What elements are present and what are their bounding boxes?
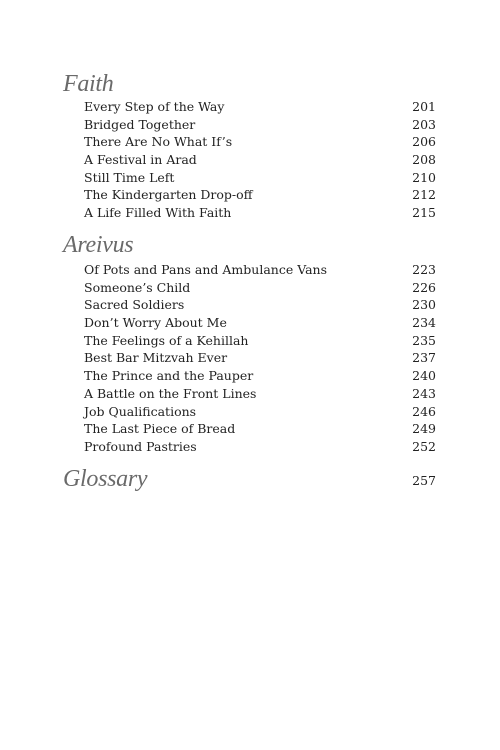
toc-entry [84,186,436,204]
toc-entry [84,279,436,297]
entry-page-number: 237 [412,350,436,366]
toc-entry [84,133,436,151]
entry-title: The Kindergarten Drop-off [84,187,253,203]
entry-page-number: 201 [412,99,436,114]
toc-entry [84,169,436,187]
entry-title: There Are No What If’s [84,134,233,150]
toc-entry [84,296,436,314]
toc-entry [84,332,436,350]
toc-entry [84,98,436,116]
toc-entry [84,314,436,332]
entry-page-number: 234 [412,315,436,331]
section-title-areivus: Areivus [63,232,134,258]
toc-entry [84,403,436,421]
entry-title: Job Qualifications [84,403,197,419]
entry-page-number: 206 [412,134,436,150]
entry-title: The Last Piece of Bread [84,421,236,437]
entry-page-number: 235 [412,332,436,348]
toc-entry [84,420,436,438]
entry-page-number: 240 [412,368,436,384]
entry-title: The Feelings of a Kehillah [84,332,249,348]
entry-title: Profound Pastries [84,438,197,454]
entry-page-number: 243 [412,385,436,401]
entry-title: Still Time Left [84,169,175,185]
toc-entry [84,261,436,279]
toc-entry [84,385,436,403]
entry-title: A Battle on the Front Lines [84,385,257,401]
entry-page-number: 252 [412,438,436,454]
section-title-faith: Faith [63,71,114,97]
entry-title: Every Step of the Way [84,99,225,114]
glossary-page-number: 257 [412,473,436,488]
entry-title: Sacred Soldiers [84,297,185,313]
toc-entry [84,116,436,134]
entry-title: Best Bar Mitzvah Ever [84,350,228,366]
entry-title: The Prince and the Pauper [84,368,254,384]
toc-entry [84,349,436,367]
entry-list-areivus [84,261,436,456]
entry-title: Someone’s Child [84,279,191,295]
entry-title: Bridged Together [84,116,196,132]
entry-page-number: 249 [412,421,436,437]
entry-page-number: 223 [412,262,436,277]
entry-page-number: 212 [412,187,436,203]
entry-title: Of Pots and Pans and Ambulance Vans [84,262,327,277]
toc-entry [84,151,436,169]
section-title-glossary: Glossary [63,466,148,492]
entry-title: A Life Filled With Faith [84,205,232,221]
entry-page-number: 215 [412,205,436,221]
entry-page-number: 210 [412,169,436,185]
entry-title: A Festival in Arad [84,152,197,168]
entry-page-number: 203 [412,116,436,132]
toc-entry [84,204,436,222]
toc-entry [84,367,436,385]
entry-page-number: 226 [412,279,436,295]
entry-page-number: 208 [412,152,436,168]
entry-page-number: 246 [412,403,436,419]
entry-list-faith [84,98,436,222]
toc-entry [84,438,436,456]
entry-title: Don’t Worry About Me [84,315,227,331]
entry-page-number: 230 [412,297,436,313]
